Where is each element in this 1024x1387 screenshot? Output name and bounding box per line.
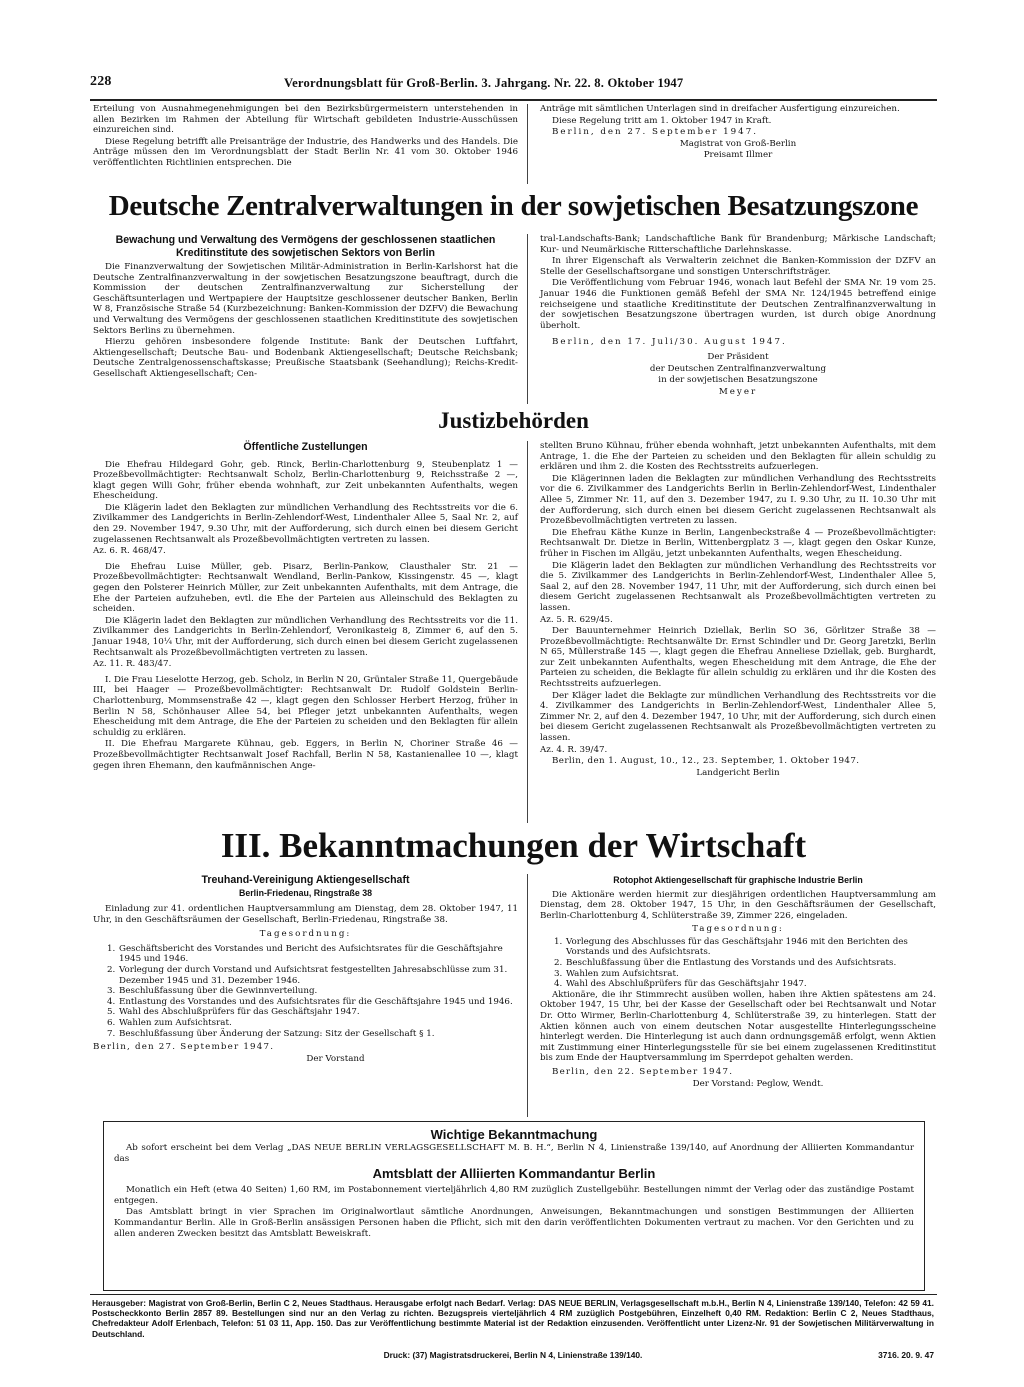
treuhand-agenda-item [107, 1018, 518, 1029]
justiz-left-az-1: Az. 6. R. 468/47. [93, 546, 166, 557]
dz-right-column [540, 234, 936, 397]
rotophot-company: Rotophot Aktiengesellschaft für graphische Industrie Berlin [613, 875, 863, 885]
dz-right-par-1: tral-Landschafts-Bank; Landschaftliche Bank für Brandenburg; Märkische Landschaft; Kur- und Neumärkische Ritterschaftliche Darlehnskasse. [540, 234, 936, 255]
footer-rule [90, 1294, 937, 1295]
header-rule [90, 99, 937, 101]
treuhand-agenda-text: Vorlegung der durch Vorstand und Aufsichtsrat festgestellten Jahresabschlüsse zum 31. Dezember 1945 und 31. Dezember 1946. [119, 964, 508, 986]
justiz-left-par-3: Die Ehefrau Luise Müller, geb. Pisarz, Berlin-Pankow, Clausthaler Str. 21 — Prozeßbevollmächtigter: Rechtsanwalt Wendland, Berlin-Pankow, Kissingenstr. 45 —, klagt gegen den Polsterer Heinrich Müller, zur Zeit unbekannten Aufenthalts, mit dem Antrage, die Ehe der Parteien aufzuheben, evtl. die Ehe der Parteien aus Alleinschuld des Beklagten zu scheiden. [93, 561, 518, 615]
rotophot-agenda-number: 1. [554, 936, 563, 947]
justiz-right-par-6: Der Kläger ladet die Beklagte zur mündlichen Verhandlung des Rechtsstreits vor die 4. Zivilkammer des Landgerichts in Berlin-Zehlendorf-West, Lindenthaler Allee 5, Zimmer Nr. 2, auf den 4. Dezember 1947, 10 Uhr, mit der Aufforderung, sich durch einen bei diesem Gericht zugelassenen Rechtsanwalt als Prozeßbevollmächtigten vertreten zu lassen. [540, 690, 936, 744]
treuhand-agenda-item [107, 1007, 518, 1018]
dz-sign-4: Meyer [718, 386, 758, 397]
rotophot-agenda-title: Tagesordnung: [692, 924, 784, 935]
top-right-par-2: Diese Regelung tritt am 1. Oktober 1947 in Kraft. [552, 115, 772, 126]
announcement-title: Wichtige Bekanntmachung [430, 1127, 598, 1142]
dz-left-par-1: Die Finanzverwaltung der Sowjetischen Militär-Administration in Berlin-Karlshorst hat die Deutsche Zentralfinanzverwaltung in der sowjetischen Besatzungszone beauftragt, durch die Kommission der deutschen Zentralfinanzverwaltung zur Sicherstellung der Geschäftsunterlagen und Wertpapiere der Hauptsitze geschlossener deutscher Banken, Berlin W 8, Französische Straße 54 (Kurzbezeichnung: Banken-Kommission der DZFV) die Bewachung und Verwaltung des Vermögens der geschlossenen staatlichen Kreditinstitute des sowjetischen Sektors Berlins zu übernehmen. [93, 262, 518, 336]
treuhand-agenda-text: Wahl des Abschlußprüfers für das Geschäftsjahr 1947. [119, 1007, 360, 1018]
treuhand-agenda-number: 2. [107, 964, 116, 975]
dz-left-column [93, 234, 518, 380]
justiz-left-az-2: Az. 11. R. 483/47. [93, 659, 172, 670]
treuhand-agenda-number: 6. [107, 1017, 116, 1028]
justiz-left-par-6: II. Die Ehefrau Margarete Kühnau, geb. Eggers, in Berlin N, Choriner Straße 46 — Prozeßbevollmächtigter Rechtsanwalt Josef Rachfall, Berlin N 58, Kastanienallee 10 —, klagt gegen ihren Ehemann, den kaufmännischen Ange- [93, 739, 518, 771]
rotophot-agenda-item [554, 958, 936, 969]
announcement-box [103, 1121, 925, 1291]
rotophot-outro: Aktionäre, die ihr Stimmrecht ausüben wollen, haben ihre Aktien spätestens am 24. Oktober 1947, 15 Uhr, bei der Kasse der Gesellschaft oder bei Rechtsanwalt und Notar Dr. Otto Wirmer, Berlin-Charlottenburg 4, Schlüterstraße 39, zu hinterlegen. Statt der Aktien können auch von einem deutschen Notar ausgestellte Hinterlegungsscheine hinterlegt werden. Die Hinterlegung ist auch dann ordnungsgemäß erfolgt, wenn Aktien mit Zustimmung einer Hinterlegungsstelle für sie bei einem zugelassenen Kreditinstitut bis zum Ende der Hauptversammlung im Sperrdepot gehalten werden. [540, 989, 936, 1064]
imprint-code: 3716. 20. 9. 47 [878, 1350, 934, 1360]
treuhand-agenda-number: 7. [107, 1028, 116, 1039]
rotophot-agenda-item [554, 937, 936, 958]
treuhand-agenda-number: 4. [107, 996, 116, 1007]
dz-right-par-2: In ihrer Eigenschaft als Verwalterin zeichnet die Banken-Kommission der DZFV an Stelle der Gesellschaftsorgane und sonstigen Unterschriftsträger. [540, 256, 936, 277]
top-right-date: Berlin, den 27. September 1947. [552, 127, 759, 138]
treuhand-agenda-text: Wahlen zum Aufsichtsrat. [119, 1017, 232, 1028]
justiz-right-par-5: Der Bauunternehmer Heinrich Dziellak, Berlin SO 36, Görlitzer Straße 38 — Prozeßbevollmächtigte: Rechtsanwälte Dr. Ernst Schindler und Dr. Georg Jaretzki, Berlin N 65, Müllerstraße 145 —, klagt gegen die Ehefrau Anneliese Dziellak, geb. Burghardt, zur Zeit unbekannten Aufenthalts, wegen Ehescheidung mit dem Antrage, die Ehe der Parteien zu scheiden, die Beklagte für allein schuldig zu erklären und ihr die Kosten des Rechtsstreits aufzuerlegen. [540, 626, 936, 690]
rotophot-agenda-number: 4. [554, 979, 563, 990]
column-divider [527, 104, 528, 184]
dz-sign-3: in der sowjetischen Besatzungszone [658, 375, 818, 386]
justiz-left-par-4: Die Klägerin ladet den Beklagten zur mündlichen Verhandlung des Rechtsstreits vor die 11. Zivilkammer des Landgerichts in Berlin-Zehlendorf, Veronikasteig 8, Zimmer 6, auf den 5. Januar 1948, 10¼ Uhr, mit der Aufforderung, sich durch einen bei diesem Gericht zugelassenen Rechtsanwalt als Prozeßbevollmächtigten vertreten zu lassen. [93, 615, 518, 658]
justiz-right-par-3: Die Ehefrau Käthe Kunze in Berlin, Langenbeckstraße 4 — Prozeßbevollmächtigter: Rechtsanwalt Dr. Dietze in Berlin, Wittenbergplatz 3 —, klagt gegen den Oskar Kunze, früher in Fischen im Allgäu, jetzt unbekannten Aufenthalts, wegen Ehescheidung. [540, 527, 936, 559]
column-divider [527, 441, 528, 823]
dz-sign-date: Berlin, den 17. Juli/30. August 1947. [552, 337, 787, 348]
justiz-right-par-4: Die Klägerin ladet den Beklagten zur mündlichen Verhandlung des Rechtsstreits vor die 5. Zivilkammer des Landgerichts in Berlin-Zehlendorf-West, Lindenthaler Allee 5, Saal 2, auf den 28. November 1947, 11 Uhr, mit der Aufforderung, sich durch einen bei diesem Gericht zugelassenen Rechtsanwalt als Prozeßbevollmächtigten vertreten zu lassen. [540, 560, 936, 613]
treuhand-intro: Einladung zur 41. ordentlichen Hauptversammlung am Dienstag, dem 28. Oktober 1947, 11 Uhr, in den Geschäftsräumen der Gesellschaft, Berlin-Friedenau, Ringstraße 38. [93, 904, 518, 925]
treuhand-agenda-text: Geschäftsbericht des Vorstandes und Bericht des Aufsichtsrates für die Geschäftsjahre 1945 und 1946. [119, 943, 503, 965]
rotophot-sign-date: Berlin, den 22. September 1947. [552, 1067, 734, 1077]
section-title-dz: Deutsche Zentralverwaltungen in der sowjetischen Besatzungszone [108, 190, 919, 222]
rotophot-agenda-text: Wahlen zum Aufsichtsrat. [566, 968, 679, 979]
column-divider [527, 234, 528, 404]
justiz-right-par-2: Die Klägerinnen laden die Beklagten zur mündlichen Verhandlung des Rechtsstreits vor die 6. Zivilkammer des Landgerichts Berlin in Berlin-Zehlendorf-West, Lindenthaler Allee 5, Zimmer Nr. 11, auf den 3. Dezember 1947, zu I. 9.30 Uhr, zu II. 10.30 Uhr mit der Aufforderung, sich durch einen bei diesem Gericht zugelassenen Rechtsanwalt als Prozeßbevollmächtigten vertreten zu lassen. [540, 473, 936, 527]
treuhand-agenda-list [93, 944, 518, 1039]
justiz-right-column [540, 441, 936, 778]
top-right-column [540, 104, 936, 161]
justiz-right-par-1: stellten Bruno Kühnau, früher ebenda wohnhaft, jetzt unbekannten Aufenthalts, mit dem Antrage, 1. die Ehe der Parteien zu scheiden und den Beklagten für allein schuldig zu erklären und ihm 2. die Kosten des Rechtsstreits aufzuerlegen. [540, 441, 936, 473]
justiz-left-par-5: I. Die Frau Lieselotte Herzog, geb. Scholz, in Berlin N 20, Grüntaler Straße 11, Quergebäude III, bei Haager — Prozeßbevollmächtigter: Rechtsanwalt Dr. Rudolf Goldstein Berlin-Charlottenburg, Mommsenstraße 42 —, klagt gegen den Schlosser Herbert Herzog, früher in Berlin N 58, Schönhauser Allee 54, bei Pfleger jetzt unbekannten Aufenthalts, wegen Ehescheidung mit dem Antrage, die Ehe der Parteien zu scheiden und den Beklagten für allein schuldig zu erklären. [93, 674, 518, 738]
rotophot-agenda-text: Vorlegung des Abschlusses für das Geschäftsjahr 1946 mit den Berichten des Vorstands und des Aufsichtsrats. [566, 936, 908, 958]
top-right-par-1: Anträge mit sämtlichen Unterlagen sind in dreifacher Ausfertigung einzureichen. [540, 104, 900, 114]
dz-sign-2: der Deutschen Zentralfinanzverwaltung [649, 363, 827, 374]
announcement-subtitle: Amtsblatt der Alliierten Kommandantur Berlin [372, 1166, 656, 1182]
rotophot-agenda-number: 3. [554, 968, 563, 979]
announcement-line-2: Monatlich ein Heft (etwa 40 Seiten) 1,60 RM, im Postabonnement vierteljährlich 4,80 RM zuzüglich Zustellgebühr. Bestellungen nimmt der Verlag oder das zuständige Postamt entgegen. [114, 1185, 914, 1206]
treuhand-agenda-item [107, 944, 518, 965]
treuhand-agenda-number: 5. [107, 1007, 116, 1018]
justiz-left-par-1: Die Ehefrau Hildegard Gohr, geb. Rinck, Berlin-Charlottenburg 9, Steubenplatz 1 — Prozeßbevollmächtigter: Rechtsanwalt Scholz, Berlin-Charlottenburg 9, Reichsstraße 2 —, klagt gegen Willi Gohr, früher ebenda wohnhaft, zur Zeit unbekannten Aufenthalts, wegen Ehescheidung. [93, 459, 518, 502]
column-divider [527, 874, 528, 1117]
treuhand-agenda-item [107, 997, 518, 1008]
dz-left-par-2: Hierzu gehören insbesondere folgende Institute: Bank der Deutschen Luftfahrt, Aktiengesellschaft; Deutsche Bau- und Bodenbank Aktiengesellschaft; Deutsche Reichsbank; Deutsche Zentralgenossenschaftskasse; Preußische Staatsbank (Seehandlung); Reichs-Kredit-Gesellschaft Aktiengesellschaft; Cen- [93, 337, 518, 379]
rotophot-agenda-list [540, 937, 936, 990]
treuhand-agenda-text: Beschlußfassung über die Gewinnverteilung. [119, 986, 318, 997]
justiz-left-par-2: Die Klägerin ladet den Beklagten zur mündlichen Verhandlung des Rechtsstreits vor die 6. Zivilkammer des Landgerichts in Berlin-Zehlendorf-West, Lindenthaler Allee 5, Saal Nr. 2, auf den 29. November 1947, 9.30 Uhr, mit der Aufforderung, sich durch einen bei diesem Gericht zugelassenen Rechtsanwalt als Prozeßbevollmächtigten vertreten zu lassen. [93, 502, 518, 545]
rotophot-agenda-text: Wahl des Abschlußprüfers für das Geschäftsjahr 1947. [566, 979, 807, 990]
announcement-line-1: Ab sofort erscheint bei dem Verlag „DAS NEUE BERLIN VERLAGSGESELLSCHAFT M. B. H.“, Berlin N 4, Linienstraße 139/140, auf Anordnung der Alliierten Kommandantur das [114, 1143, 914, 1164]
top-left-column [93, 104, 518, 169]
justiz-right-az-2: Az. 4. R. 39/47. [540, 744, 608, 755]
treuhand-sign-date: Berlin, den 27. September 1947. [93, 1042, 275, 1053]
wirtschaft-right-column [540, 874, 936, 1089]
treuhand-agenda-item [107, 965, 518, 986]
justiz-sign-date: Berlin, den 1. August, 10., 12., 23. September, 1. Oktober 1947. [552, 756, 860, 767]
treuhand-agenda-item [107, 986, 518, 997]
top-right-sign-1: Magistrat von Groß-Berlin [679, 138, 797, 149]
justiz-sign-court: Landgericht Berlin [696, 767, 780, 778]
treuhand-agenda-title: Tagesordnung: [259, 929, 352, 940]
running-header: Verordnungsblatt für Groß-Berlin. 3. Jahrgang. Nr. 22. 8. Oktober 1947 [284, 76, 684, 90]
rotophot-agenda-number: 2. [554, 958, 563, 969]
announcement-line-3: Das Amtsblatt bringt in vier Sprachen im Originalwortlaut sämtliche Anordnungen, Anweisungen, Bekanntmachungen und sonstigen Bestimmungen der Alliierten Kommandantur Berlin. Alle in Groß-Berlin ansässigen Personen haben die Pflicht, sich mit den darin veröffentlichten Dokumenten vertraut zu machen. Vor den Gerichten und zu allen anderen Zwecken besitzt das Amtsblatt Beweiskraft. [114, 1207, 914, 1239]
rotophot-agenda-item [554, 969, 936, 980]
top-left-par-2: Diese Regelung betrifft alle Preisanträge der Industrie, des Handwerks und des Handels. Die Anträge müssen den im Verordnungsblatt der Stadt Berlin Nr. 41 vom 30. Oktober 1946 veröffentlichten Richtlinien entsprechen. Die [93, 136, 518, 168]
treuhand-agenda-item [107, 1029, 518, 1040]
section-title-wirtschaft: III. Bekanntmachungen der Wirtschaft [220, 826, 807, 865]
top-left-par-1: Erteilung von Ausnahmegenehmigungen bei den Bezirksbürgermeistern unterstehenden in allen Bezirken im Rahmen der Abteilung für Wirtschaft gebildeten Industrie-Ausschüssen einzureichen sind. [93, 104, 518, 136]
dz-sign-1: Der Präsident [707, 351, 769, 362]
dz-subtitle: Bewachung und Verwaltung des Vermögens der geschlossenen staatlichen Kreditinstitute des sowjetischen Sektors von Berlin [115, 234, 496, 259]
top-right-sign-2: Preisamt Illmer [703, 150, 773, 161]
page-number: 228 [90, 74, 112, 89]
justiz-subtitle: Öffentliche Zustellungen [243, 441, 368, 453]
treuhand-agenda-text: Entlastung des Vorstandes und des Aufsichtsrates für die Geschäftsjahre 1945 und 1946. [119, 996, 513, 1007]
dz-right-par-3: Die Veröffentlichung vom Februar 1946, wonach laut Befehl der SMA Nr. 19 vom 25. Januar 1946 die Funktionen gemäß Befehl der SMA Nr. 124/1945 betreffend einige reichseigene und staatliche Kreditinstitute der Deutschen Zentralfinanzverwaltung in der sowjetischen Besatzungszone übertragen wurden, ist durch obige Anordnung überholt. [540, 278, 936, 331]
treuhand-agenda-number: 1. [107, 943, 116, 954]
treuhand-agenda-text: Beschlußfassung über Änderung der Satzung: Sitz der Gesellschaft § 1. [119, 1028, 435, 1039]
treuhand-location: Berlin-Friedenau, Ringstraße 38 [239, 887, 372, 898]
section-title-justiz: Justizbehörden [438, 408, 589, 433]
rotophot-agenda-item [554, 979, 936, 990]
treuhand-company: Treuhand-Vereinigung Aktiengesellschaft [201, 874, 410, 886]
justiz-left-column [93, 441, 518, 771]
wirtschaft-left-column [93, 874, 518, 1064]
rotophot-sign: Der Vorstand: Peglow, Wendt. [692, 1078, 824, 1089]
rotophot-intro: Die Aktionäre werden hiermit zur diesjährigen ordentlichen Hauptversammlung am Dienstag, dem 28. Oktober 1947, 15 Uhr, in den Geschäftsräumen der Gesellschaft, Berlin-Charlottenburg 4, Schlüterstraße 39, Zimmer 226, eingeladen. [540, 889, 936, 921]
justiz-right-az-1: Az. 5. R. 629/45. [540, 614, 613, 625]
rotophot-agenda-text: Beschlußfassung über die Entlastung des Vorstands und des Aufsichtsrats. [566, 958, 897, 969]
imprint-druck: Druck: (37) Magistratsdruckerei, Berlin N 4, Linienstraße 139/140. [383, 1350, 643, 1360]
imprint-text: Herausgeber: Magistrat von Groß-Berlin, Berlin C 2, Neues Stadthaus. Herausgabe erfolgt nach Bedarf. Verlag: DAS NEUE BERLIN, Verlagsgesellschaft m.b.H., Berlin N 4, Linienstraße 139/140, Telefon: 42 59 41. Postscheckkonto Berlin 2857 89. Bestellungen sind nur an den Verlag zu richten. Bezugspreis vierteljährlich 4 RM zuzüglich Postgebühren, Einzelheft 0,40 RM. Redaktion: Berlin C 2, Neues Stadthaus, Chefredakteur Adolf Erlenbach, Telefon: 51 03 11, App. 150. Das zur Veröffentlichung bestimmte Material ist der Redaktion einzusenden. Veröffentlicht unter Lizenz-Nr. 91 der Sowjetischen Militärverwaltung in Deutschland. [92, 1298, 934, 1339]
treuhand-agenda-number: 3. [107, 986, 116, 997]
treuhand-sign: Der Vorstand [306, 1053, 365, 1064]
